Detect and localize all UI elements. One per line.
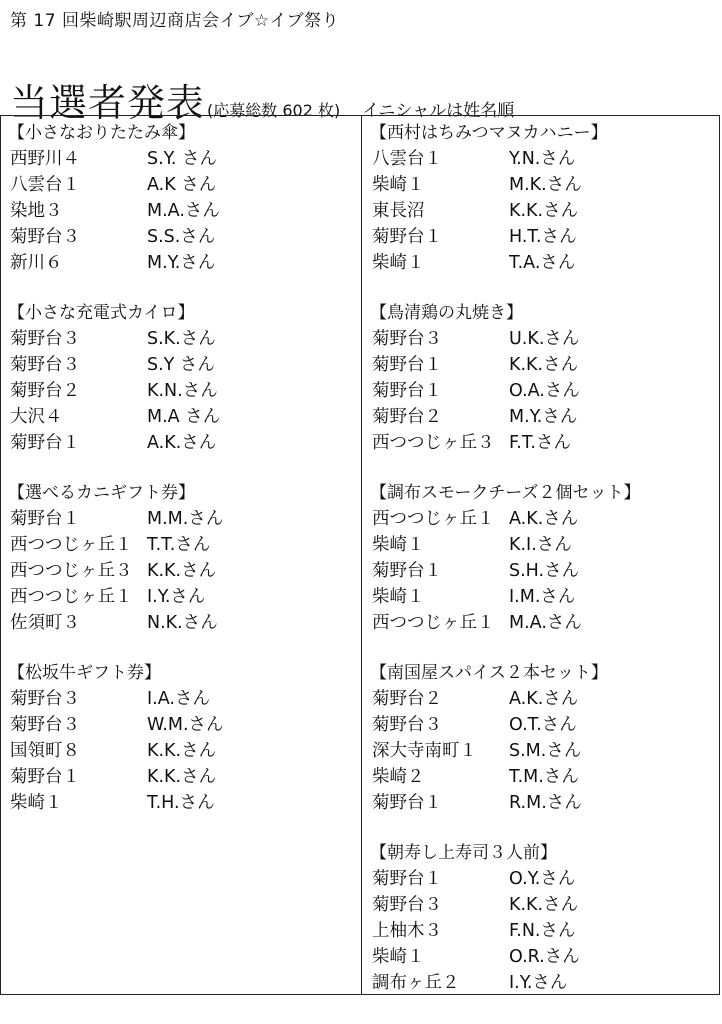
prize-title: 【南国屋スパイス２本セット】 xyxy=(370,663,608,683)
winner-initials: A.K.さん xyxy=(509,689,579,709)
winner-row xyxy=(372,506,712,532)
winner-row xyxy=(10,326,355,352)
winner-row xyxy=(372,326,712,352)
winner-initials: M.A.さん xyxy=(509,613,582,633)
winner-area: 西つつじヶ丘３ xyxy=(10,561,133,581)
winner-initials: S.K.さん xyxy=(147,329,216,349)
prize-section xyxy=(10,300,355,456)
winner-row xyxy=(10,250,355,276)
winner-initials: I.Y.さん xyxy=(147,587,206,607)
winner-row xyxy=(372,866,712,892)
page-title: 当選者発表 xyxy=(10,81,206,125)
winner-row xyxy=(372,610,712,636)
prize-title: 【調布スモークチーズ２個セット】 xyxy=(370,483,641,503)
winner-initials: K.K.さん xyxy=(509,355,579,375)
winner-row xyxy=(372,532,712,558)
right-column xyxy=(372,120,712,1020)
prize-section xyxy=(372,120,712,276)
winner-area: 菊野台１ xyxy=(372,561,442,581)
winner-area: 柴崎１ xyxy=(372,253,425,273)
winner-area: 西つつじヶ丘１ xyxy=(372,613,495,633)
winner-row xyxy=(372,584,712,610)
winner-area: 菊野台３ xyxy=(10,329,80,349)
winner-row xyxy=(10,146,355,172)
winner-row xyxy=(372,250,712,276)
winner-area: 深大寺南町１ xyxy=(372,741,477,761)
winner-area: 菊野台３ xyxy=(10,689,80,709)
winner-area: 菊野台１ xyxy=(372,355,442,375)
winner-area: 西つつじヶ丘１ xyxy=(372,509,495,529)
prize-section xyxy=(372,480,712,636)
prize-title: 【西村はちみつマヌカハニー】 xyxy=(370,123,608,143)
winner-area: 菊野台３ xyxy=(10,227,80,247)
winner-row xyxy=(372,198,712,224)
winner-area: 菊野台３ xyxy=(372,895,442,915)
winner-initials: W.M.さん xyxy=(147,715,224,735)
winner-row xyxy=(10,610,355,636)
winner-row xyxy=(372,352,712,378)
winner-area: 柴崎１ xyxy=(10,793,63,813)
winner-initials: M.K.さん xyxy=(509,175,582,195)
prize-title: 【小さなおりたたみ傘】 xyxy=(8,123,195,143)
winner-row xyxy=(372,944,712,970)
prize-title: 【選べるカニギフト券】 xyxy=(8,483,195,503)
winner-row xyxy=(10,506,355,532)
winner-row xyxy=(372,892,712,918)
winner-area: 佐須町３ xyxy=(10,613,80,633)
winner-initials: K.K.さん xyxy=(147,767,217,787)
winner-area: 柴崎１ xyxy=(372,947,425,967)
winner-initials: A.K.さん xyxy=(147,433,217,453)
winner-row xyxy=(10,764,355,790)
winner-initials: T.H.さん xyxy=(147,793,215,813)
winner-initials: K.I.さん xyxy=(509,535,572,555)
winner-area: 大沢４ xyxy=(10,407,63,427)
winner-initials: O.R.さん xyxy=(509,947,580,967)
winner-area: 菊野台１ xyxy=(372,793,442,813)
event-title: 第 17 回柴崎駅周辺商店会イブ☆イブ祭り xyxy=(10,11,340,31)
winner-row xyxy=(10,712,355,738)
winner-initials: S.M.さん xyxy=(509,741,582,761)
prize-section xyxy=(10,120,355,276)
prize-section xyxy=(10,660,355,816)
winner-initials: M.M.さん xyxy=(147,509,224,529)
winner-initials: F.T.さん xyxy=(509,433,571,453)
winner-area: 柴崎２ xyxy=(372,767,425,787)
winner-initials: K.K.さん xyxy=(509,895,579,915)
prize-section xyxy=(372,840,712,996)
winner-initials: M.Y.さん xyxy=(509,407,578,427)
winner-initials: R.M.さん xyxy=(509,793,582,813)
winner-area: 柴崎１ xyxy=(372,587,425,607)
winner-row xyxy=(372,378,712,404)
winner-row xyxy=(10,686,355,712)
winner-row xyxy=(372,558,712,584)
entry-count-note: (応募総数 602 枚) xyxy=(207,101,341,120)
winner-row xyxy=(372,918,712,944)
winner-row xyxy=(372,738,712,764)
winner-area: 菊野台１ xyxy=(372,227,442,247)
winner-row xyxy=(372,404,712,430)
winner-initials: K.N.さん xyxy=(147,381,218,401)
winner-row xyxy=(372,430,712,456)
winners-table xyxy=(0,115,720,995)
prize-title: 【小さな充電式カイロ】 xyxy=(8,303,195,323)
winner-area: 染地３ xyxy=(10,201,63,221)
winner-initials: S.S.さん xyxy=(147,227,216,247)
prize-title: 【朝寿し上寿司３人前】 xyxy=(370,843,557,863)
winner-row xyxy=(372,686,712,712)
winner-area: 西野川４ xyxy=(10,149,80,169)
winner-row xyxy=(372,146,712,172)
winner-area: 西つつじヶ丘１ xyxy=(10,587,133,607)
prize-title: 【鳥清鶏の丸焼き】 xyxy=(370,303,523,323)
winner-area: 菊野台２ xyxy=(372,407,442,427)
winner-row xyxy=(372,712,712,738)
winner-initials: M.A.さん xyxy=(147,201,220,221)
winner-area: 西つつじヶ丘３ xyxy=(372,433,495,453)
column-divider xyxy=(361,116,362,994)
winner-initials: K.K.さん xyxy=(509,201,579,221)
prize-title: 【松坂牛ギフト券】 xyxy=(8,663,161,683)
prize-section xyxy=(10,480,355,636)
winner-row xyxy=(10,172,355,198)
winner-area: 菊野台２ xyxy=(372,689,442,709)
winner-initials: F.N.さん xyxy=(509,921,576,941)
winner-initials: I.Y.さん xyxy=(509,973,568,993)
winner-initials: T.A.さん xyxy=(509,253,576,273)
winner-initials: I.A.さん xyxy=(147,689,210,709)
winner-area: 国領町８ xyxy=(10,741,80,761)
winner-initials: T.M.さん xyxy=(509,767,579,787)
winner-area: 菊野台１ xyxy=(10,509,80,529)
winner-area: 調布ヶ丘２ xyxy=(372,973,460,993)
winner-initials: S.Y. さん xyxy=(147,149,217,169)
winner-row xyxy=(10,378,355,404)
winner-initials: M.A さん xyxy=(147,407,221,427)
winner-area: 八雲台１ xyxy=(372,149,442,169)
winner-area: 菊野台１ xyxy=(372,381,442,401)
prize-section xyxy=(372,660,712,816)
winner-area: 菊野台１ xyxy=(372,869,442,889)
winner-initials: N.K.さん xyxy=(147,613,218,633)
winner-initials: I.M.さん xyxy=(509,587,576,607)
winner-row xyxy=(372,172,712,198)
winner-initials: H.T.さん xyxy=(509,227,577,247)
winner-row xyxy=(10,558,355,584)
winner-initials: U.K.さん xyxy=(509,329,580,349)
winner-area: 菊野台３ xyxy=(10,715,80,735)
winner-initials: A.K さん xyxy=(147,175,217,195)
winner-area: 菊野台１ xyxy=(10,767,80,787)
winner-area: 新川６ xyxy=(10,253,63,273)
winner-initials: T.T.さん xyxy=(147,535,211,555)
winner-initials: O.T.さん xyxy=(509,715,577,735)
winner-row xyxy=(372,790,712,816)
winner-row xyxy=(10,790,355,816)
winner-area: 東長沼 xyxy=(372,201,425,221)
winner-initials: O.Y.さん xyxy=(509,869,576,889)
winner-initials: M.Y.さん xyxy=(147,253,216,273)
winner-row xyxy=(10,198,355,224)
winner-area: 柴崎１ xyxy=(372,535,425,555)
winner-area: 菊野台１ xyxy=(10,433,80,453)
winner-row xyxy=(10,352,355,378)
winner-area: 八雲台１ xyxy=(10,175,80,195)
prize-section xyxy=(372,300,712,456)
winner-area: 西つつじヶ丘１ xyxy=(10,535,133,555)
winner-initials: O.A.さん xyxy=(509,381,580,401)
left-column xyxy=(10,120,355,840)
initials-order-note: イニシャルは姓名順 xyxy=(362,101,515,121)
winner-row xyxy=(10,224,355,250)
winner-row xyxy=(10,404,355,430)
winner-area: 菊野台３ xyxy=(372,329,442,349)
winner-row xyxy=(372,764,712,790)
winner-initials: S.H.さん xyxy=(509,561,580,581)
winner-row xyxy=(372,970,712,996)
winner-row xyxy=(10,584,355,610)
winner-row xyxy=(372,224,712,250)
winner-initials: K.K.さん xyxy=(147,741,217,761)
winner-area: 菊野台３ xyxy=(372,715,442,735)
winner-row xyxy=(10,430,355,456)
winner-area: 菊野台２ xyxy=(10,381,80,401)
winner-area: 柴崎１ xyxy=(372,175,425,195)
winner-area: 菊野台３ xyxy=(10,355,80,375)
winner-initials: A.K.さん xyxy=(509,509,579,529)
winner-row xyxy=(10,738,355,764)
winner-row xyxy=(10,532,355,558)
winner-area: 上柚木３ xyxy=(372,921,442,941)
winner-initials: Y.N.さん xyxy=(509,149,576,169)
winner-initials: S.Y さん xyxy=(147,355,215,375)
winner-initials: K.K.さん xyxy=(147,561,217,581)
